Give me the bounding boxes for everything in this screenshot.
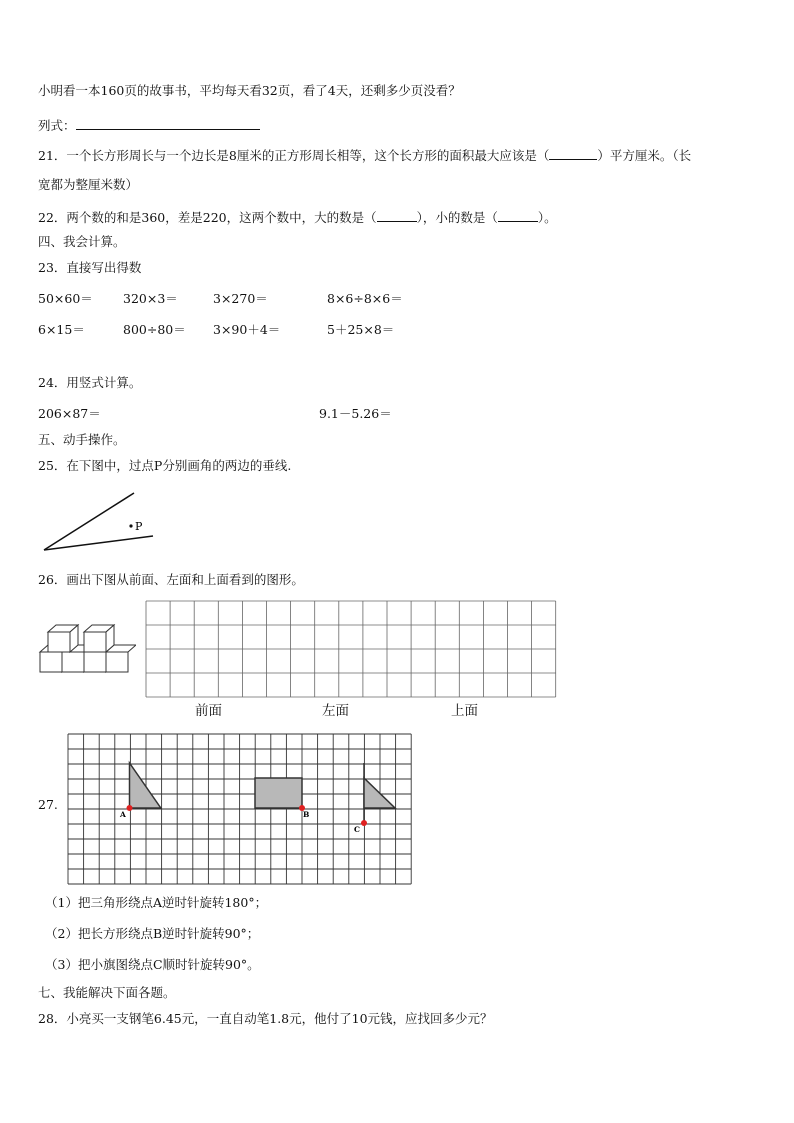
calc-1-1: 50×60＝ xyxy=(38,291,93,306)
q21-line2: 宽都为整厘米数） xyxy=(38,177,139,192)
rectangle-shape xyxy=(255,778,302,808)
triangle-shape xyxy=(130,763,161,808)
calc-2-3: 3×90＋4＝ xyxy=(213,322,281,337)
angle-upper-side xyxy=(44,493,134,550)
rotation-grid[interactable] xyxy=(67,733,413,885)
q27-step3: （3）把小旗图绕点C顺时针旋转90°。 xyxy=(45,957,260,972)
q21-answer-blank[interactable] xyxy=(549,146,597,160)
q28-text: 28．小亮买一支钢笔6.45元，一直自动笔1.8元，他付了10元钱，应找回多少元？ xyxy=(38,1011,493,1026)
q21-line1 xyxy=(38,146,691,164)
flag-shape xyxy=(364,778,395,808)
q22-small-blank[interactable] xyxy=(498,208,538,222)
view-top-label: 上面 xyxy=(451,703,478,719)
calc-2-4: 5＋25×8＝ xyxy=(327,322,395,337)
cube-stack-figure xyxy=(36,620,136,680)
q27-step1: （1）把三角形绕点A逆时针旋转180°； xyxy=(45,895,268,910)
angle-figure xyxy=(40,490,160,555)
q27-number: 27. xyxy=(38,797,58,812)
q23-title: 23．直接写出得数 xyxy=(38,260,142,275)
calc-1-2: 320×3＝ xyxy=(123,291,178,306)
point-b-label: B xyxy=(303,810,310,819)
calc-1-4: 8×6÷8×6＝ xyxy=(327,291,403,306)
views-grid[interactable] xyxy=(145,600,557,700)
q24-a: 206×87＝ xyxy=(38,406,101,421)
section-5-heading: 五、动手操作。 xyxy=(38,432,126,447)
point-c xyxy=(361,820,367,826)
q24-b: 9.1－5.26＝ xyxy=(319,406,392,421)
view-left-label: 左面 xyxy=(322,703,349,719)
story-question: 小明看一本160页的故事书，平均每天看32页，看了4天，还剩多少页没看？ xyxy=(38,83,461,98)
calc-2-1: 6×15＝ xyxy=(38,322,85,337)
point-a-label: A xyxy=(120,810,126,819)
q21-text-end: ）平方厘米。（长 xyxy=(597,148,692,163)
formula-label: 列式： xyxy=(38,118,76,133)
formula-answer-blank[interactable] xyxy=(76,116,260,130)
q27-step2: （2）把长方形绕点B逆时针旋转90°； xyxy=(45,926,260,941)
q24-title: 24．用竖式计算。 xyxy=(38,375,142,390)
q25-title: 25．在下图中，过点P分别画角的两边的垂线. xyxy=(38,458,292,473)
section-4-heading: 四、我会计算。 xyxy=(38,234,126,249)
q21-text: 21．一个长方形周长与一个边长是8厘米的正方形周长相等，这个长方形的面积最大应该是（ xyxy=(38,148,550,163)
q26-title: 26．画出下图从前面、左面和上面看到的图形。 xyxy=(38,572,304,587)
view-front-label: 前面 xyxy=(195,703,222,719)
q22-text-b: ），小的数是（ xyxy=(416,210,498,225)
calc-1-3: 3×270＝ xyxy=(213,291,268,306)
point-c-label: C xyxy=(354,825,360,834)
point-p-label: P xyxy=(135,520,143,533)
q22-text-c: ）。 xyxy=(537,210,557,225)
point-p xyxy=(129,524,132,527)
point-a xyxy=(127,805,133,811)
section-7-heading: 七、我能解决下面各题。 xyxy=(38,985,176,1000)
q22-large-blank[interactable] xyxy=(377,208,417,222)
angle-lower-side xyxy=(44,536,153,550)
q22-line xyxy=(38,208,557,226)
story-formula-row xyxy=(38,116,260,134)
q22-text-a: 22．两个数的和是360，差是220，这两个数中，大的数是（ xyxy=(38,210,377,225)
calc-2-2: 800÷80＝ xyxy=(123,322,186,337)
